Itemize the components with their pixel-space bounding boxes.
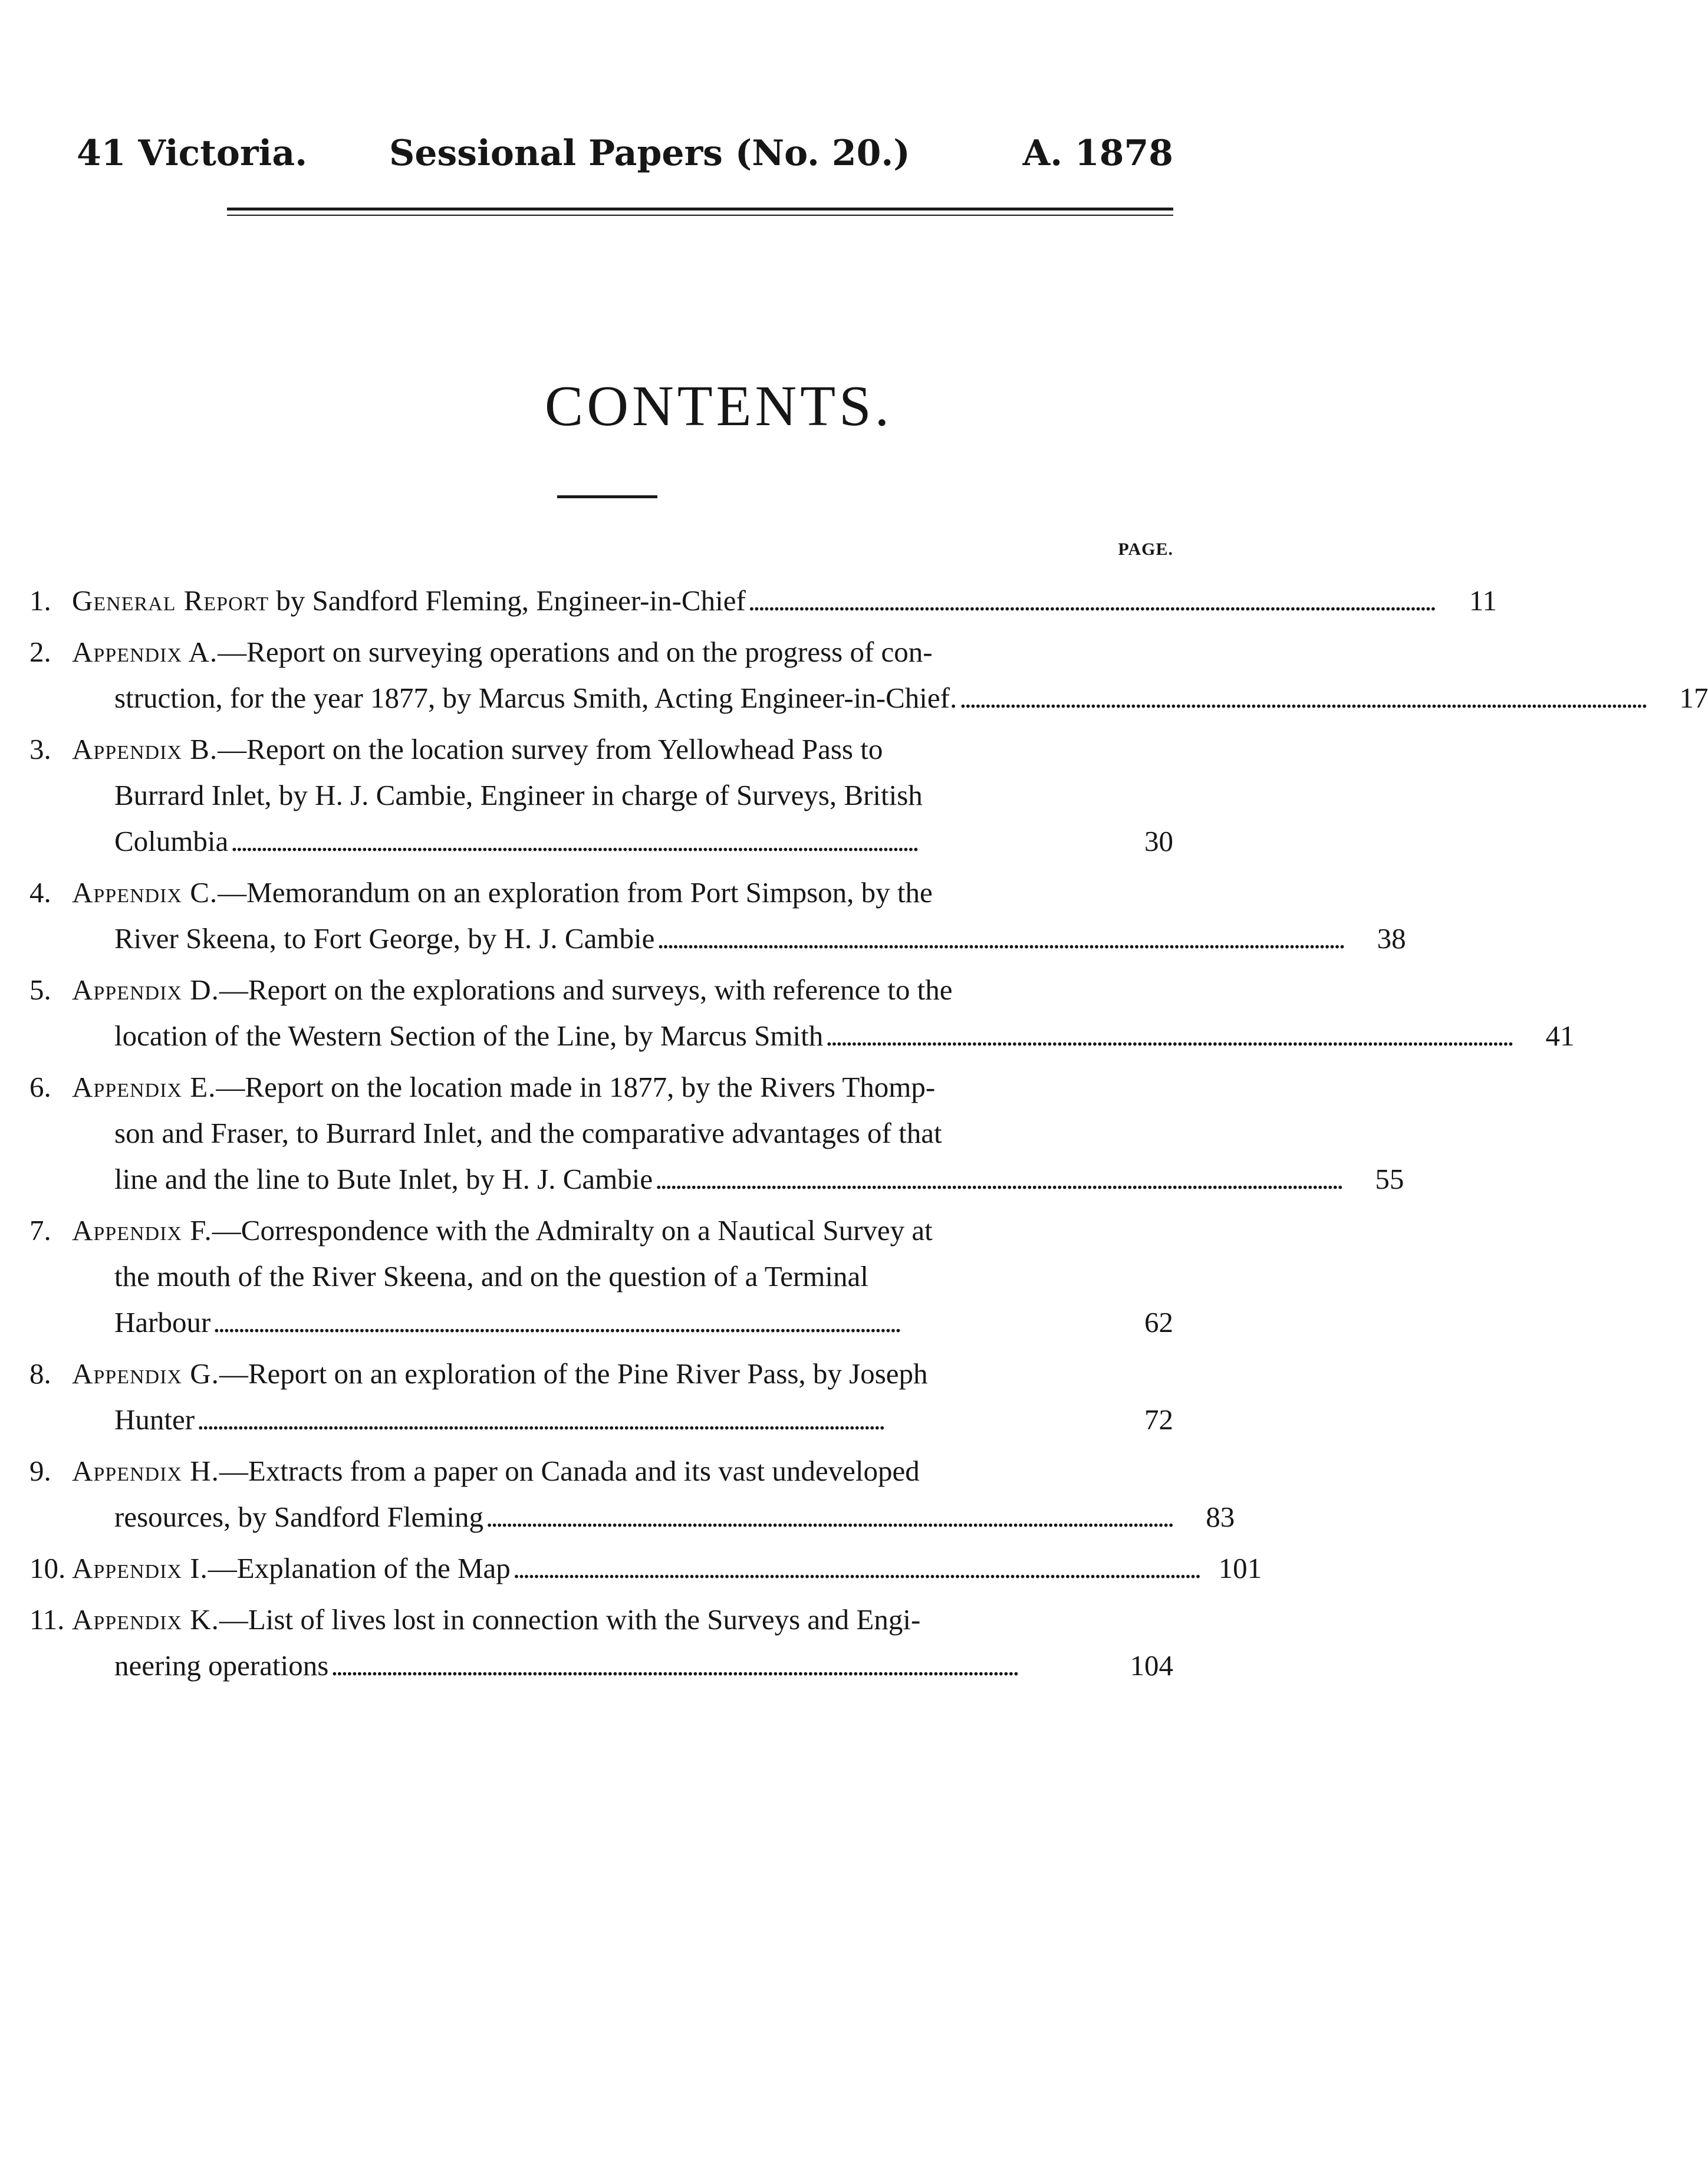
toc-entry-body [72, 1351, 1173, 1443]
toc-entry [29, 1545, 1262, 1591]
toc-entry-text [72, 726, 883, 772]
toc-entry [29, 1208, 1173, 1346]
toc-entry-line [72, 629, 1708, 675]
toc-entry-line-text: —Explanation of the Map [208, 1552, 511, 1584]
toc-entry-text [114, 1494, 483, 1540]
toc-entry-label: Appendix K. [72, 1603, 219, 1636]
toc-entry-number: 8. [29, 1357, 51, 1390]
toc-entry-line-text: —Report on the location made in 1877, by the Rivers Thomp- [216, 1071, 936, 1103]
dot-leader [328, 1643, 1108, 1689]
toc-entry-line [72, 1110, 1404, 1156]
toc-entry-page[interactable]: 38 [1377, 922, 1406, 955]
toc-entry-text [72, 870, 933, 916]
toc-entry-page[interactable]: 72 [1144, 1403, 1173, 1436]
toc-entry-label: Appendix E. [72, 1071, 216, 1103]
dot-leader [653, 1156, 1339, 1202]
toc-entry-line-text: —Report on the explorations and surveys, with reference to the [219, 974, 953, 1006]
toc-entry-line-text: neering operations [114, 1649, 329, 1682]
toc-entry-line [72, 1208, 1173, 1254]
dot-leader [957, 675, 1643, 721]
toc-entry-body [72, 1064, 1404, 1202]
toc-entry-number: 4. [29, 876, 51, 909]
dot-leader [511, 1545, 1197, 1591]
toc-entry [29, 578, 1498, 624]
toc-entry-line-text: line and the line to Bute Inlet, by H. J. Cambie [114, 1163, 653, 1195]
toc-entry-text [72, 1448, 920, 1494]
toc-entry-number: 10. [29, 1552, 66, 1584]
toc-entry-line-text: —Extracts from a paper on Canada and its vast undeveloped [219, 1455, 920, 1487]
header-sessional-papers: Sessional Papers (No. 20.) [389, 133, 910, 174]
toc-entry-line-text: Columbia [114, 825, 229, 857]
toc-entry-label: Appendix I. [72, 1552, 208, 1584]
dot-leader [228, 818, 1108, 864]
dot-leader [654, 916, 1341, 962]
toc-entry-line-text: resources, by Sandford Fleming [114, 1501, 483, 1533]
toc-entry-line-text: Burrard Inlet, by H. J. Cambie, Engineer in charge of Surveys, British [114, 779, 923, 811]
toc-entry-number: 2. [29, 636, 51, 668]
toc-entry-line [72, 818, 1173, 864]
toc-entry-line [72, 1300, 1173, 1346]
toc-entry [29, 1351, 1173, 1443]
toc-entry-line [72, 726, 1173, 772]
toc-entry-body [72, 1597, 1173, 1689]
toc-entry-page[interactable]: 55 [1375, 1163, 1404, 1195]
toc-entry-body [72, 578, 1497, 624]
toc-entry-label: Appendix A. [72, 636, 218, 668]
table-of-contents [29, 578, 1708, 1694]
toc-entry-body [72, 967, 1574, 1059]
toc-entry-text [114, 1397, 195, 1443]
toc-entry [29, 629, 1708, 721]
header-session: 41 Victoria. [77, 133, 308, 174]
toc-entry-text [72, 1064, 935, 1110]
dot-leader [210, 1300, 1108, 1346]
toc-entry-line [72, 1545, 1262, 1591]
toc-entry-line-text: River Skeena, to Fort George, by H. J. Cambie [114, 922, 655, 955]
toc-entry-page[interactable]: 101 [1218, 1552, 1262, 1584]
toc-entry-text [114, 675, 957, 721]
toc-entry-label: Appendix F. [72, 1214, 212, 1247]
dot-leader [195, 1397, 1108, 1443]
toc-entry-line-text: by Sandford Fleming, Engineer-in-Chief [276, 584, 746, 617]
dot-leader [746, 578, 1432, 624]
toc-entry-number: 1. [29, 584, 51, 617]
toc-entry-text [114, 772, 923, 818]
title-divider [557, 495, 657, 498]
toc-entry-text [72, 967, 953, 1013]
toc-entry-line [72, 916, 1406, 962]
toc-entry-text [72, 1545, 511, 1591]
toc-entry-text [72, 1351, 928, 1397]
toc-entry-line [72, 1448, 1235, 1494]
toc-entry [29, 967, 1575, 1059]
toc-entry-label: General Report [72, 584, 269, 617]
toc-entry-label: Appendix D. [72, 974, 219, 1006]
toc-entry-text [114, 1643, 328, 1689]
toc-entry-body [72, 629, 1708, 721]
toc-entry-page[interactable]: 104 [1130, 1649, 1173, 1682]
toc-entry-line-text: Harbour [114, 1306, 211, 1338]
toc-entry-text [114, 1110, 942, 1156]
toc-entry-body [72, 1545, 1262, 1591]
page-title: CONTENTS. [544, 374, 893, 438]
toc-entry-body [72, 1448, 1235, 1540]
page-column-label: PAGE. [1118, 540, 1173, 559]
toc-entry-line-text: son and Fraser, to Burrard Inlet, and the comparative advantages of that [114, 1117, 942, 1149]
toc-entry-label: Appendix B. [72, 733, 218, 765]
toc-entry-page[interactable]: 30 [1144, 825, 1173, 857]
header-rule-thin [227, 215, 1173, 216]
toc-entry-line [72, 1597, 1173, 1643]
toc-entry-line-text: location of the Western Section of the Line, by Marcus Smith [114, 1019, 824, 1052]
toc-entry-line [72, 1064, 1404, 1110]
toc-entry-line [72, 772, 1173, 818]
toc-entry-body [72, 870, 1406, 962]
toc-entry-text [114, 916, 654, 962]
toc-entry-text [114, 1254, 868, 1300]
toc-entry-line-text: Hunter [114, 1403, 195, 1436]
toc-entry-text [72, 1597, 920, 1643]
toc-entry-line-text: the mouth of the River Skeena, and on the question of a Terminal [114, 1260, 868, 1293]
toc-entry-line-text: —Report on an exploration of the Pine River Pass, by Joseph [219, 1357, 928, 1390]
toc-entry-number: 5. [29, 974, 51, 1006]
toc-entry-number: 11. [29, 1603, 65, 1636]
toc-entry-number: 6. [29, 1071, 51, 1103]
toc-entry [29, 1064, 1404, 1202]
toc-entry-number: 9. [29, 1455, 51, 1487]
toc-entry-text [72, 578, 746, 624]
toc-entry-line [72, 1254, 1173, 1300]
toc-entry-line [72, 675, 1708, 721]
toc-entry-page[interactable]: 11 [1469, 584, 1498, 617]
toc-entry-text [114, 1300, 210, 1346]
toc-entry-line [72, 1643, 1173, 1689]
toc-entry-line-text: —Report on the location survey from Yellowhead Pass to [218, 733, 883, 765]
toc-entry-page[interactable]: 62 [1144, 1306, 1173, 1338]
toc-entry-line-text: —Report on surveying operations and on the progress of con- [218, 636, 933, 668]
toc-entry-line-text: struction, for the year 1877, by Marcus Smith, Acting Engineer-in-Chief. [114, 682, 957, 714]
toc-entry-line [72, 967, 1574, 1013]
toc-entry-number: 3. [29, 733, 51, 765]
toc-entry-line-text: —List of lives lost in connection with the Surveys and Engi- [219, 1603, 921, 1636]
dot-leader [823, 1013, 1509, 1059]
toc-entry [29, 726, 1173, 864]
header-year: A. 1878 [1022, 133, 1173, 174]
header-rule-thick [227, 208, 1173, 211]
toc-entry-line [72, 1494, 1235, 1540]
toc-entry-body [72, 1208, 1173, 1346]
toc-entry-line [72, 1397, 1173, 1443]
toc-entry [29, 1448, 1235, 1540]
toc-entry-line-text: —Correspondence with the Admiralty on a Nautical Survey at [212, 1214, 933, 1247]
toc-entry-label: Appendix H. [72, 1455, 219, 1487]
toc-entry-line [72, 1351, 1173, 1397]
toc-entry-text [72, 1208, 933, 1254]
toc-entry-line [72, 1156, 1404, 1202]
running-header [77, 133, 1173, 192]
toc-entry-text [114, 818, 228, 864]
toc-entry-line [72, 870, 1406, 916]
dot-leader [483, 1494, 1170, 1540]
toc-entry-number: 7. [29, 1214, 51, 1247]
toc-entry-line-text: —Memorandum on an exploration from Port Simpson, by the [218, 876, 933, 909]
toc-entry-line [72, 578, 1497, 624]
toc-entry-body [72, 726, 1173, 864]
toc-entry-text [114, 1013, 823, 1059]
toc-entry-page[interactable]: 17 [1679, 682, 1708, 714]
toc-entry-label: Appendix C. [72, 876, 218, 909]
toc-entry-text [72, 629, 933, 675]
toc-entry-page[interactable]: 41 [1545, 1019, 1575, 1052]
toc-entry [29, 1597, 1173, 1689]
toc-entry-line [72, 1013, 1574, 1059]
toc-entry-label: Appendix G. [72, 1357, 219, 1390]
toc-entry [29, 870, 1406, 962]
toc-entry-page[interactable]: 83 [1206, 1501, 1235, 1533]
toc-entry-text [114, 1156, 653, 1202]
